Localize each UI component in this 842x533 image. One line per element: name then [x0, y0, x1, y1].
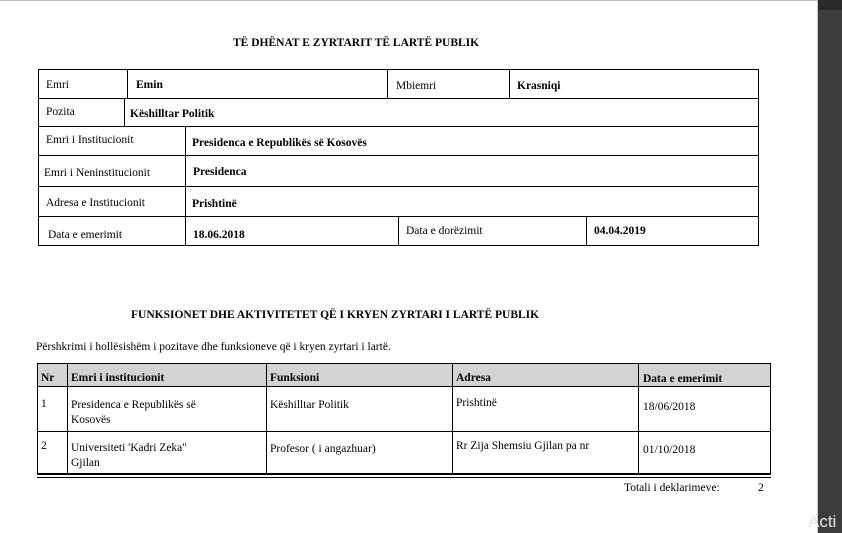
- data-dorezimit-label: Data e dorëzimit: [406, 225, 483, 237]
- neninstitucioni-value: Presidenca: [193, 166, 247, 178]
- table-col-line: [770, 363, 771, 475]
- row-divider: [38, 126, 759, 127]
- col-divider: [509, 69, 510, 98]
- neninstitucioni-label: Emri i Neninstitucionit: [44, 167, 151, 179]
- page-top-border: [0, 0, 817, 1]
- row-1-nr: 1: [41, 398, 47, 410]
- col-divider: [124, 98, 125, 126]
- header-institucioni: Emri i institucionit: [71, 372, 165, 384]
- table-col-line: [37, 363, 38, 475]
- institucioni-value: Presidenca e Republikës së Kosovës: [192, 137, 367, 149]
- col-divider: [398, 216, 399, 246]
- header-funksioni: Funksioni: [270, 372, 320, 384]
- header-data: Data e emerimit: [643, 373, 723, 385]
- table-col-line: [638, 363, 639, 475]
- emri-label: Emri: [46, 79, 69, 91]
- header-adresa: Adresa: [456, 372, 491, 384]
- pozita-label: Pozita: [46, 106, 75, 118]
- total-declarations-label: Totali i deklarimeve:: [624, 482, 720, 494]
- row-divider: [38, 155, 759, 156]
- adresa-label: Adresa e Institucionit: [46, 197, 146, 209]
- row-1-adresa: Prishtinë: [456, 397, 497, 409]
- table-bottom-double-line: [37, 477, 771, 478]
- row-1-institucioni-line2: Kosovës: [71, 414, 111, 426]
- row-divider: [38, 98, 759, 99]
- col-divider: [127, 69, 128, 98]
- table-col-line: [266, 363, 267, 475]
- activation-watermark: Acti: [808, 512, 837, 531]
- row-2-data: 01/10/2018: [643, 444, 696, 456]
- emri-value: Emin: [136, 79, 163, 91]
- functions-description: Përshkrimi i hollësishëm i pozitave dhe funksioneve që i kryen zyrtari i lartë.: [36, 341, 391, 353]
- table-bottom-line: [37, 473, 771, 475]
- row-2-adresa: Rr Zija Shemsiu Gjilan pa nr: [456, 440, 590, 452]
- data-dorezimit-value: 04.04.2019: [594, 225, 646, 237]
- col-divider: [387, 69, 388, 98]
- col-divider: [185, 126, 186, 246]
- row-1-institucioni-line1: Presidenca e Republikës së: [71, 399, 196, 411]
- table-col-line: [67, 363, 68, 475]
- section-title-functions: FUNKSIONET DHE AKTIVITETET QË I KRYEN ZYRTARI I LARTË PUBLIK: [131, 309, 540, 321]
- viewer-scroll-gutter[interactable]: [818, 0, 842, 533]
- table-row-line: [37, 431, 771, 432]
- table-top-line: [37, 363, 771, 364]
- table-header-line: [37, 386, 771, 387]
- row-1-funksioni: Këshilltar Politik: [270, 399, 349, 411]
- col-divider: [586, 216, 587, 246]
- viewer-gutter-top: [818, 0, 842, 10]
- row-2-institucioni-line1: Universiteti 'Kadri Zeka": [71, 442, 187, 454]
- institucioni-label: Emri i Institucionit: [46, 134, 134, 146]
- row-1-data: 18/06/2018: [643, 401, 696, 413]
- row-2-nr: 2: [41, 440, 47, 452]
- row-2-funksioni: Profesor ( i angazhuar): [270, 443, 376, 455]
- mbiemri-label: Mbiemri: [396, 80, 437, 92]
- pozita-value: Këshilltar Politik: [130, 108, 215, 120]
- row-2-institucioni-line2: Gjilan: [71, 457, 100, 469]
- data-emerimit-label: Data e emerimit: [48, 229, 123, 241]
- adresa-value: Prishtinë: [192, 198, 237, 210]
- data-emerimit-value: 18.06.2018: [193, 229, 245, 241]
- row-divider: [38, 186, 759, 187]
- header-nr: Nr: [41, 372, 55, 384]
- mbiemri-value: Krasniqi: [517, 80, 561, 92]
- total-declarations-value: 2: [758, 482, 764, 494]
- table-col-line: [452, 363, 453, 475]
- section-title-official-data: TË DHËNAT E ZYRTARIT TË LARTË PUBLIK: [233, 37, 480, 49]
